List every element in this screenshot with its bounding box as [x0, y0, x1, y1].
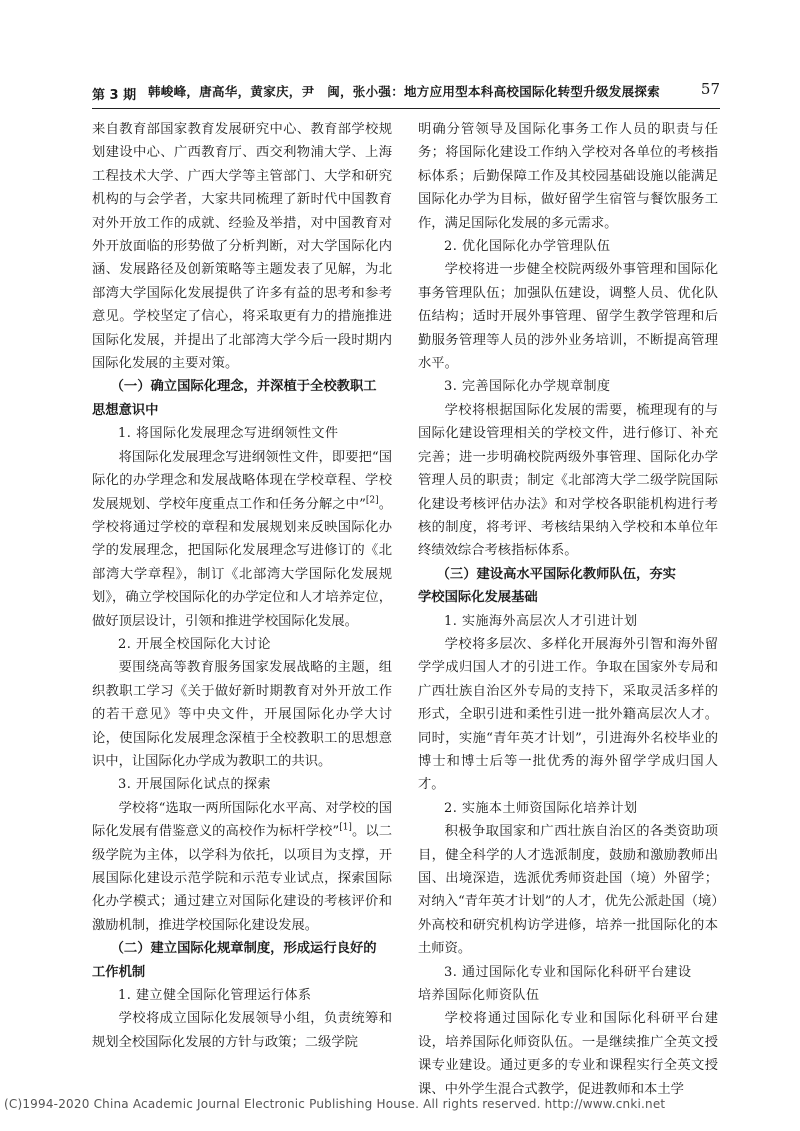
section-heading-3-cont: 学校国际化发展基础 [418, 590, 538, 606]
issue-number: 第 3 期 [92, 88, 137, 103]
subheading-2-2: 2. 优化国际化办学管理队伍 [444, 239, 611, 255]
citation-ref[interactable]: [1] [339, 822, 352, 833]
paragraph-1-2: 要围绕高等教育服务国家发展战略的主题，组织教职工学习《关于做好新时期教育对外开放工作的若干意见》等中央文件，开展国际化办学大讨论，使国际化发展理念深植于全校教职工的思想意识中，让国际化办学成为教职工的共识。 [92, 660, 392, 769]
paragraph-3-2: 积极争取国家和广西壮族自治区的各类资助项目，健全科学的人才选派制度，鼓励和激励教师出国、出境深造，选派优秀师资赴国（境）外留学；对纳入“青年英才计划”的人才，优先公派赴国（境）外高校和研究机构访学进修，培养一批国际化的本土师资。 [418, 824, 718, 957]
header-rule [92, 108, 720, 109]
subheading-3-3: 3. 通过国际化专业和国际化科研平台建设 [444, 964, 692, 980]
paragraph-1-1: 将国际化发展理念写进纲领性文件，即要把“国际化的办学理念和发展战略体现在学校章程、学校发展规划、学校年度重点工作和任务分解之中”[2]。学校将通过学校的章程和发展规划来反映国际化办学的发展理念，把国际化发展理念写进修订的《北部湾大学章程》，制订《北部湾大学国际化发展规划》，确立学校国际化的办学定位和人才培养定位，做好顶层设计，引领和推进学校国际化发展。 [92, 449, 392, 629]
paragraph-3-1: 学校将多层次、多样化开展海外引智和海外留学学成归国人才的引进工作。争取在国家外专局和广西壮族自治区外专局的支持下，采取灵活多样的形式，全职引进和柔性引进一批外籍高层次人才。同时，实施“青年英才计划”，引进海外名校毕业的博士和博士后等一批优秀的海外留学学成归国人才。 [418, 636, 718, 793]
right-column [418, 118, 718, 1101]
subheading-1-2: 2. 开展全校国际化大讨论 [118, 636, 272, 652]
subheading-3-3-cont: 培养国际化师资队伍 [418, 988, 540, 1004]
paragraph-2-1: 学校将成立国际化发展领导小组，负责统筹和规划全校国际化发展的方针与政策；二级学院 [92, 1011, 392, 1050]
subheading-3-1: 1. 实施海外高层次人才引进计划 [444, 613, 638, 629]
copyright-footer: (C)1994-2020 China Academic Journal Electronic Publishing House. All rights reserved. http://www.cnki.net [4, 1097, 666, 1111]
subheading-1-1: 1. 将国际化发展理念写进纲领性文件 [118, 426, 339, 442]
section-heading-1: （一）确立国际化理念，并深植于全校教职工 [110, 379, 377, 395]
paragraph-2-1-cont: 明确分管领导及国际化事务工作人员的职责与任务；将国际化建设工作纳入学校对各单位的考核指标体系；后勤保障工作及其校园基础设施以能满足国际化办学为目标，做好留学生宿管与餐饮服务工作，满足国际化发展的多元需求。 [418, 122, 718, 231]
paragraph-2-2: 学校将进一步健全校院两级外事管理和国际化事务管理队伍；加强队伍建设，调整人员、优化队伍结构；适时开展外事管理、留学生教学管理和后勤服务管理等人员的涉外业务培训，不断提高管理水平。 [418, 262, 718, 372]
running-title: 韩峻峰，唐高华，黄家庆，尹 闽，张小强：地方应用型本科高校国际化转型升级发展探索 [148, 84, 661, 99]
paragraph-2-3: 学校将根据国际化发展的需要，梳理现有的与国际化建设管理相关的学校文件，进行修订、补充完善；进一步明确校院两级外事管理、国际化办学管理人员的职责；制定《北部湾大学二级学院国际化建设考核评估办法》和对学校各职能机构进行考核的制度，将考评、考核结果纳入学校和本单位年终绩效综合考核指标体系。 [418, 402, 718, 559]
running-header [92, 82, 720, 106]
section-heading-2-cont: 工作机制 [92, 964, 146, 980]
paragraph-3-3: 学校将通过国际化专业和国际化科研平台建设，培养国际化师资队伍。一是继续推广全英文授课专业建设。通过更多的专业和课程实行全英文授课、中外学生混合式教学，促进教师和本土学 [418, 1011, 718, 1097]
subheading-2-1: 1. 建立健全国际化管理运行体系 [118, 988, 312, 1004]
section-heading-1-cont: 思想意识中 [92, 402, 159, 418]
intro-paragraph: 来自教育部国家教育发展研究中心、教育部学校规划建设中心、广西教育厅、西交利物浦大学、上海工程技术大学、广西大学等主管部门、大学和研究机构的与会学者，大家共同梳理了新时代中国教育对外开放工作的成就、经验及举措，对中国教育对外开放面临的形势做了分析判断，对大学国际化内涵、发展路径及创新策略等主题发表了见解，为北部湾大学国际化发展提供了许多有益的思考和参考意见。学校坚定了信心，将采取更有力的措施推进国际化发展，并提出了北部湾大学今后一段时期内国际化发展的主要对策。 [92, 122, 392, 372]
section-heading-3: （三）建设高水平国际化教师队伍，夯实 [436, 566, 676, 582]
left-column [92, 118, 392, 1054]
subheading-2-3: 3. 完善国际化办学规章制度 [444, 379, 611, 395]
citation-ref[interactable]: [2] [365, 495, 379, 506]
section-heading-2: （二）建立国际化规章制度，形成运行良好的 [110, 941, 377, 957]
page-number: 57 [700, 80, 720, 98]
subheading-1-3: 3. 开展国际化试点的探索 [118, 777, 272, 793]
paragraph-1-3: 学校将“选取一两所国际化水平高、对学校的国际化发展有借鉴意义的高校作为标杆学校”[1]。以二级学院为主体，以学科为依托，以项目为支撑，开展国际化建设示范学院和示范专业试点，探索国际化办学模式；通过建立对国际化建设的考核评价和激励机制，推进学校国际化建设发展。 [92, 800, 393, 933]
subheading-3-2: 2. 实施本土师资国际化培养计划 [444, 800, 638, 816]
